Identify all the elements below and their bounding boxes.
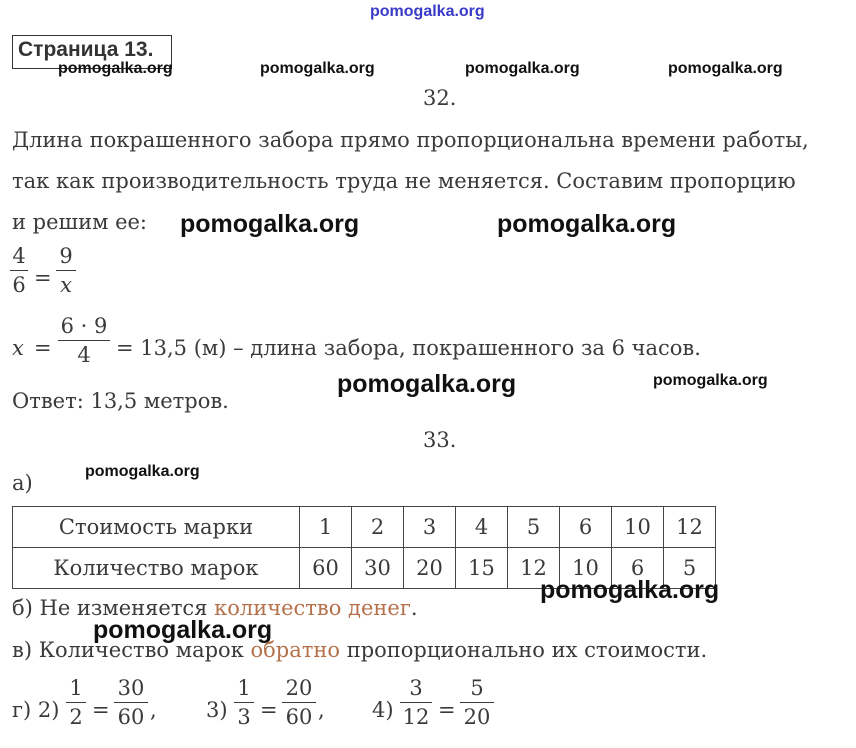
numerator: 5 <box>470 676 484 700</box>
denominator: 60 <box>285 705 313 729</box>
numerator: 30 <box>117 676 145 700</box>
denominator: 6 <box>12 273 26 297</box>
watermark: pomogalka.org <box>540 576 720 604</box>
part-b-suffix: . <box>410 596 418 620</box>
task-32-line-1: Длина покрашенного забора прямо пропорциональна времени работы, <box>12 128 809 152</box>
numerator: 1 <box>237 676 251 700</box>
table-cell: 15 <box>456 548 508 589</box>
task-33-number: 33. <box>423 428 457 452</box>
part-g-label: г) 2) <box>12 698 60 722</box>
fraction-20-60 <box>282 676 316 729</box>
denominator: 60 <box>117 705 145 729</box>
denominator: 4 <box>77 343 91 367</box>
watermark: pomogalka.org <box>180 210 360 238</box>
part-v-line <box>12 638 707 662</box>
fraction-9-x <box>56 244 76 297</box>
fraction-bar <box>282 702 316 703</box>
fraction-bar <box>460 702 494 703</box>
numerator: 6 · 9 <box>60 314 108 338</box>
table-cell: 6 <box>612 548 664 589</box>
table-cell: 6 <box>560 507 612 548</box>
table-row <box>13 507 716 548</box>
numerator: 3 <box>409 676 423 700</box>
watermark: pomogalka.org <box>85 463 200 480</box>
denominator: 2 <box>69 705 83 729</box>
fraction-5-20 <box>460 676 494 729</box>
part-v-highlight: обратно <box>250 638 341 662</box>
equals-sign: = <box>438 698 456 722</box>
fraction-bar <box>56 270 76 271</box>
watermark-top: pomogalka.org <box>370 3 485 20</box>
fraction-3-12 <box>400 676 432 729</box>
fraction-1-3 <box>234 676 254 729</box>
table-cell: 4 <box>456 507 508 548</box>
table-cell: 10 <box>612 507 664 548</box>
watermark: pomogalka.org <box>93 616 273 644</box>
table-cell: 12 <box>508 548 560 589</box>
table-cell: 60 <box>300 548 352 589</box>
fraction-30-60 <box>114 676 148 729</box>
fraction-1-2 <box>66 676 86 729</box>
table-header-cell: Стоимость марки <box>13 507 300 548</box>
fraction-4-6 <box>10 244 28 297</box>
equals-sign: = <box>260 698 278 722</box>
part-b-highlight: количество денег <box>214 596 411 620</box>
fraction-bar <box>10 270 28 271</box>
task-32-line-2: так как производительность труда не меняется. Составим пропорцию <box>12 169 796 193</box>
fraction-bar <box>400 702 432 703</box>
variable-x: x <box>12 336 24 360</box>
separator-comma: , <box>150 698 157 722</box>
table-cell: 5 <box>508 507 560 548</box>
part-v-suffix: пропорционально их стоимости. <box>340 638 708 662</box>
table-cell: 2 <box>352 507 404 548</box>
numerator: 9 <box>59 244 73 268</box>
table-header-cell: Количество марок <box>13 548 300 589</box>
page-title: Страница 13. <box>18 38 154 61</box>
numerator: 4 <box>12 244 26 268</box>
numerator: 1 <box>69 676 83 700</box>
task-32-line-3: и решим ее: <box>12 210 148 234</box>
part-g3-label: 3) <box>206 698 228 722</box>
table-cell: 30 <box>352 548 404 589</box>
equals-sign: = <box>92 698 110 722</box>
watermark: pomogalka.org <box>653 372 768 389</box>
watermark: pomogalka.org <box>668 60 783 77</box>
watermark: pomogalka.org <box>337 370 517 398</box>
denominator: x <box>60 273 72 297</box>
denominator: 20 <box>463 705 491 729</box>
watermark: pomogalka.org <box>260 60 375 77</box>
denominator: 12 <box>402 705 430 729</box>
fraction-bar <box>114 702 148 703</box>
numerator: 20 <box>285 676 313 700</box>
answer-32: Ответ: 13,5 метров. <box>12 389 229 413</box>
part-g4-label: 4) <box>372 698 394 722</box>
part-b-prefix: б) Не изменяется <box>12 596 215 620</box>
table-cell: 20 <box>404 548 456 589</box>
table-cell: 5 <box>664 548 716 589</box>
equals-sign: = <box>34 266 52 290</box>
table-cell: 3 <box>404 507 456 548</box>
fraction-6x9-4 <box>58 314 110 367</box>
part-a-label: а) <box>12 471 33 495</box>
denominator: 3 <box>237 705 251 729</box>
table-cell: 10 <box>560 548 612 589</box>
fraction-bar <box>58 340 110 341</box>
table-cell: 12 <box>664 507 716 548</box>
fraction-bar <box>234 702 254 703</box>
watermark: pomogalka.org <box>465 60 580 77</box>
fraction-bar <box>66 702 86 703</box>
separator-comma: , <box>318 698 325 722</box>
watermark: pomogalka.org <box>497 210 677 238</box>
result-text: = 13,5 (м) – длина забора, покрашенного за 6 часов. <box>116 336 701 360</box>
task-32-number: 32. <box>423 86 457 110</box>
watermark: pomogalka.org <box>58 60 173 77</box>
equals-sign: = <box>34 336 52 360</box>
part-v-prefix: в) Количество марок <box>12 638 251 662</box>
table-cell: 1 <box>300 507 352 548</box>
